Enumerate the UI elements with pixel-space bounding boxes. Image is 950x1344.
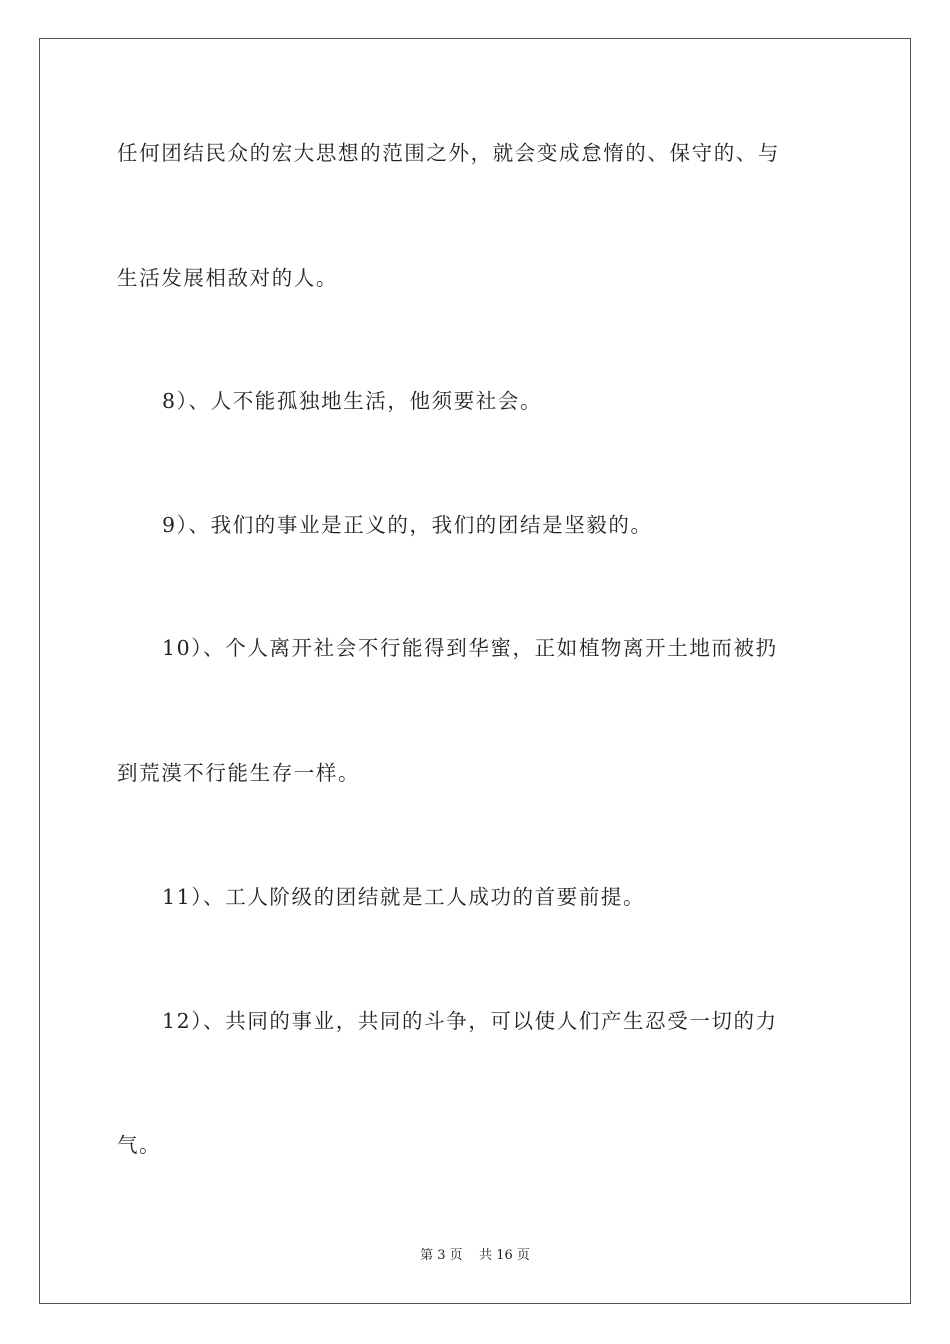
paragraph-line: 到荒漠不行能生存一样。 — [117, 761, 361, 785]
quote-item-11: 11）、工人阶级的团结就是工人成功的首要前提。 — [162, 885, 646, 909]
quote-item-12: 12）、共同的事业，共同的斗争，可以使人们产生忍受一切的力 — [162, 1009, 778, 1033]
paragraph-line: 气。 — [117, 1133, 162, 1157]
paragraph-line: 任何团结民众的宏大思想的范围之外，就会变成怠惰的、保守的、与 — [117, 141, 780, 165]
quote-item-10: 10）、个人离开社会不行能得到华蜜，正如植物离开土地而被扔 — [162, 636, 778, 660]
quote-item-9: 9）、我们的事业是正义的，我们的团结是坚毅的。 — [162, 513, 653, 537]
quote-item-8: 8）、人不能孤独地生活，他须要社会。 — [162, 389, 543, 413]
page-border — [39, 38, 911, 1304]
page-number-footer: 第 3 页 共 16 页 — [420, 1248, 530, 1263]
paragraph-line: 生活发展相敌对的人。 — [117, 266, 338, 290]
